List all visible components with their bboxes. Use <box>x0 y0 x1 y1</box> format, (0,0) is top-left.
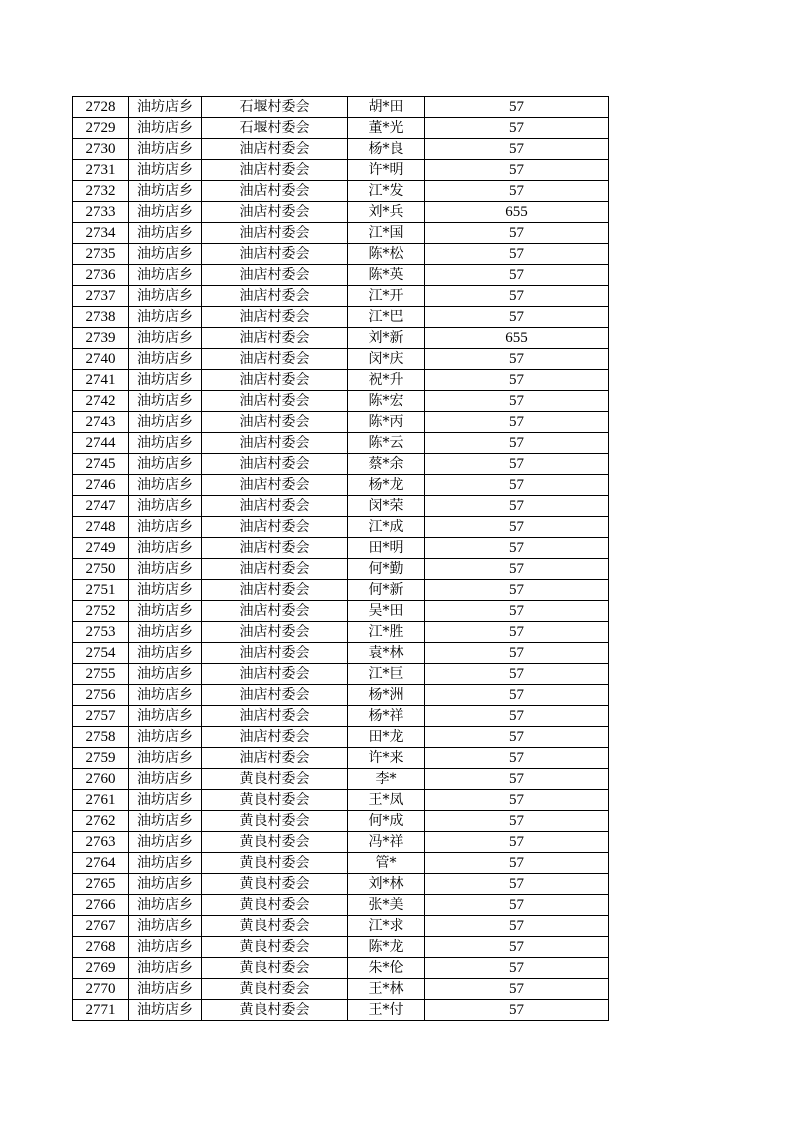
cell-township: 油坊店乡 <box>129 475 202 496</box>
cell-serial-number: 2739 <box>73 328 129 349</box>
cell-person-name: 江*成 <box>348 517 425 538</box>
cell-person-name: 祝*升 <box>348 370 425 391</box>
cell-village-committee: 黄良村委会 <box>202 811 348 832</box>
cell-person-name: 刘*林 <box>348 874 425 895</box>
cell-serial-number: 2728 <box>73 97 129 118</box>
table-row <box>73 580 609 601</box>
cell-village-committee: 油店村委会 <box>202 622 348 643</box>
cell-amount: 57 <box>425 181 609 202</box>
cell-amount: 57 <box>425 244 609 265</box>
cell-village-committee: 油店村委会 <box>202 307 348 328</box>
cell-person-name: 江*巴 <box>348 307 425 328</box>
cell-township: 油坊店乡 <box>129 328 202 349</box>
cell-amount: 57 <box>425 307 609 328</box>
cell-person-name: 陈*龙 <box>348 937 425 958</box>
cell-village-committee: 油店村委会 <box>202 454 348 475</box>
cell-person-name: 江*求 <box>348 916 425 937</box>
cell-person-name: 王*凤 <box>348 790 425 811</box>
cell-serial-number: 2753 <box>73 622 129 643</box>
cell-amount: 57 <box>425 916 609 937</box>
cell-serial-number: 2730 <box>73 139 129 160</box>
cell-serial-number: 2743 <box>73 412 129 433</box>
cell-serial-number: 2760 <box>73 769 129 790</box>
cell-person-name: 闵*庆 <box>348 349 425 370</box>
cell-township: 油坊店乡 <box>129 643 202 664</box>
cell-amount: 57 <box>425 223 609 244</box>
cell-person-name: 杨*龙 <box>348 475 425 496</box>
cell-village-committee: 黄良村委会 <box>202 769 348 790</box>
cell-person-name: 管* <box>348 853 425 874</box>
cell-township: 油坊店乡 <box>129 748 202 769</box>
cell-village-committee: 油店村委会 <box>202 433 348 454</box>
cell-amount: 57 <box>425 160 609 181</box>
cell-amount: 57 <box>425 958 609 979</box>
cell-person-name: 江*国 <box>348 223 425 244</box>
cell-serial-number: 2756 <box>73 685 129 706</box>
table-row <box>73 895 609 916</box>
cell-serial-number: 2754 <box>73 643 129 664</box>
cell-serial-number: 2735 <box>73 244 129 265</box>
table-row <box>73 328 609 349</box>
cell-amount: 57 <box>425 874 609 895</box>
cell-serial-number: 2759 <box>73 748 129 769</box>
cell-township: 油坊店乡 <box>129 118 202 139</box>
table-row <box>73 937 609 958</box>
cell-township: 油坊店乡 <box>129 160 202 181</box>
cell-amount: 655 <box>425 328 609 349</box>
cell-amount: 57 <box>425 349 609 370</box>
cell-serial-number: 2755 <box>73 664 129 685</box>
cell-person-name: 陈*松 <box>348 244 425 265</box>
table-row <box>73 202 609 223</box>
table-row <box>73 643 609 664</box>
table-row <box>73 412 609 433</box>
table-row <box>73 307 609 328</box>
cell-amount: 57 <box>425 622 609 643</box>
cell-amount: 57 <box>425 643 609 664</box>
cell-village-committee: 油店村委会 <box>202 496 348 517</box>
cell-township: 油坊店乡 <box>129 517 202 538</box>
cell-serial-number: 2767 <box>73 916 129 937</box>
cell-village-committee: 油店村委会 <box>202 286 348 307</box>
table-row <box>73 811 609 832</box>
cell-amount: 57 <box>425 748 609 769</box>
cell-amount: 57 <box>425 811 609 832</box>
table-row <box>73 391 609 412</box>
cell-village-committee: 石堰村委会 <box>202 97 348 118</box>
cell-amount: 57 <box>425 895 609 916</box>
cell-amount: 57 <box>425 433 609 454</box>
cell-village-committee: 黄良村委会 <box>202 979 348 1000</box>
cell-amount: 57 <box>425 1000 609 1021</box>
cell-amount: 57 <box>425 286 609 307</box>
cell-township: 油坊店乡 <box>129 454 202 475</box>
cell-serial-number: 2758 <box>73 727 129 748</box>
table-row <box>73 1000 609 1021</box>
cell-person-name: 杨*祥 <box>348 706 425 727</box>
cell-village-committee: 黄良村委会 <box>202 958 348 979</box>
cell-township: 油坊店乡 <box>129 538 202 559</box>
cell-serial-number: 2747 <box>73 496 129 517</box>
cell-serial-number: 2745 <box>73 454 129 475</box>
cell-person-name: 陈*丙 <box>348 412 425 433</box>
table-row <box>73 265 609 286</box>
table-row <box>73 832 609 853</box>
cell-township: 油坊店乡 <box>129 307 202 328</box>
cell-amount: 57 <box>425 727 609 748</box>
cell-village-committee: 油店村委会 <box>202 265 348 286</box>
cell-township: 油坊店乡 <box>129 727 202 748</box>
cell-township: 油坊店乡 <box>129 937 202 958</box>
cell-serial-number: 2740 <box>73 349 129 370</box>
cell-person-name: 李* <box>348 769 425 790</box>
cell-township: 油坊店乡 <box>129 496 202 517</box>
cell-township: 油坊店乡 <box>129 685 202 706</box>
cell-serial-number: 2737 <box>73 286 129 307</box>
table-row <box>73 622 609 643</box>
table-row <box>73 706 609 727</box>
cell-township: 油坊店乡 <box>129 202 202 223</box>
cell-serial-number: 2762 <box>73 811 129 832</box>
table-row <box>73 769 609 790</box>
cell-person-name: 王*付 <box>348 1000 425 1021</box>
table-row <box>73 118 609 139</box>
cell-person-name: 刘*兵 <box>348 202 425 223</box>
cell-village-committee: 油店村委会 <box>202 349 348 370</box>
cell-serial-number: 2764 <box>73 853 129 874</box>
cell-village-committee: 黄良村委会 <box>202 874 348 895</box>
table-row <box>73 454 609 475</box>
cell-village-committee: 油店村委会 <box>202 223 348 244</box>
cell-village-committee: 黄良村委会 <box>202 1000 348 1021</box>
cell-township: 油坊店乡 <box>129 181 202 202</box>
cell-amount: 57 <box>425 832 609 853</box>
table-row <box>73 160 609 181</box>
cell-amount: 57 <box>425 118 609 139</box>
cell-amount: 57 <box>425 706 609 727</box>
cell-township: 油坊店乡 <box>129 979 202 1000</box>
cell-person-name: 江*开 <box>348 286 425 307</box>
cell-serial-number: 2770 <box>73 979 129 1000</box>
cell-serial-number: 2761 <box>73 790 129 811</box>
cell-village-committee: 油店村委会 <box>202 202 348 223</box>
cell-township: 油坊店乡 <box>129 391 202 412</box>
cell-village-committee: 油店村委会 <box>202 601 348 622</box>
cell-serial-number: 2768 <box>73 937 129 958</box>
table-row <box>73 601 609 622</box>
cell-amount: 57 <box>425 475 609 496</box>
cell-amount: 655 <box>425 202 609 223</box>
cell-amount: 57 <box>425 601 609 622</box>
cell-person-name: 蔡*余 <box>348 454 425 475</box>
cell-person-name: 王*林 <box>348 979 425 1000</box>
cell-township: 油坊店乡 <box>129 286 202 307</box>
cell-village-committee: 油店村委会 <box>202 580 348 601</box>
table-row <box>73 916 609 937</box>
cell-township: 油坊店乡 <box>129 139 202 160</box>
cell-amount: 57 <box>425 664 609 685</box>
table-row <box>73 790 609 811</box>
table-row <box>73 139 609 160</box>
cell-amount: 57 <box>425 391 609 412</box>
cell-amount: 57 <box>425 454 609 475</box>
table-row <box>73 97 609 118</box>
cell-amount: 57 <box>425 139 609 160</box>
cell-township: 油坊店乡 <box>129 853 202 874</box>
cell-person-name: 何*勤 <box>348 559 425 580</box>
cell-serial-number: 2765 <box>73 874 129 895</box>
cell-person-name: 张*美 <box>348 895 425 916</box>
cell-serial-number: 2769 <box>73 958 129 979</box>
cell-person-name: 吴*田 <box>348 601 425 622</box>
cell-amount: 57 <box>425 517 609 538</box>
cell-township: 油坊店乡 <box>129 349 202 370</box>
cell-person-name: 田*龙 <box>348 727 425 748</box>
cell-serial-number: 2733 <box>73 202 129 223</box>
cell-amount: 57 <box>425 97 609 118</box>
table-row <box>73 349 609 370</box>
cell-township: 油坊店乡 <box>129 223 202 244</box>
cell-township: 油坊店乡 <box>129 916 202 937</box>
cell-serial-number: 2738 <box>73 307 129 328</box>
cell-serial-number: 2748 <box>73 517 129 538</box>
cell-serial-number: 2749 <box>73 538 129 559</box>
cell-amount: 57 <box>425 685 609 706</box>
cell-serial-number: 2763 <box>73 832 129 853</box>
cell-village-committee: 油店村委会 <box>202 328 348 349</box>
cell-serial-number: 2736 <box>73 265 129 286</box>
cell-person-name: 江*发 <box>348 181 425 202</box>
cell-amount: 57 <box>425 979 609 1000</box>
cell-serial-number: 2751 <box>73 580 129 601</box>
cell-village-committee: 油店村委会 <box>202 370 348 391</box>
cell-serial-number: 2746 <box>73 475 129 496</box>
table-row <box>73 286 609 307</box>
cell-village-committee: 黄良村委会 <box>202 916 348 937</box>
cell-person-name: 何*新 <box>348 580 425 601</box>
table-row <box>73 874 609 895</box>
cell-village-committee: 黄良村委会 <box>202 937 348 958</box>
cell-township: 油坊店乡 <box>129 622 202 643</box>
cell-township: 油坊店乡 <box>129 244 202 265</box>
table-row <box>73 685 609 706</box>
table-row <box>73 727 609 748</box>
cell-township: 油坊店乡 <box>129 433 202 454</box>
cell-serial-number: 2741 <box>73 370 129 391</box>
cell-person-name: 何*成 <box>348 811 425 832</box>
cell-village-committee: 油店村委会 <box>202 706 348 727</box>
cell-person-name: 田*明 <box>348 538 425 559</box>
cell-township: 油坊店乡 <box>129 601 202 622</box>
cell-township: 油坊店乡 <box>129 706 202 727</box>
cell-village-committee: 油店村委会 <box>202 517 348 538</box>
cell-township: 油坊店乡 <box>129 265 202 286</box>
cell-village-committee: 油店村委会 <box>202 643 348 664</box>
cell-village-committee: 油店村委会 <box>202 559 348 580</box>
table-row <box>73 475 609 496</box>
cell-serial-number: 2744 <box>73 433 129 454</box>
cell-amount: 57 <box>425 265 609 286</box>
table-row <box>73 496 609 517</box>
table-row <box>73 538 609 559</box>
cell-person-name: 胡*田 <box>348 97 425 118</box>
data-table <box>72 96 609 1021</box>
cell-township: 油坊店乡 <box>129 370 202 391</box>
cell-township: 油坊店乡 <box>129 769 202 790</box>
cell-village-committee: 油店村委会 <box>202 748 348 769</box>
cell-village-committee: 油店村委会 <box>202 412 348 433</box>
cell-amount: 57 <box>425 853 609 874</box>
cell-village-committee: 黄良村委会 <box>202 790 348 811</box>
table-row <box>73 433 609 454</box>
cell-person-name: 冯*祥 <box>348 832 425 853</box>
cell-village-committee: 油店村委会 <box>202 160 348 181</box>
cell-person-name: 杨*洲 <box>348 685 425 706</box>
cell-township: 油坊店乡 <box>129 559 202 580</box>
cell-village-committee: 黄良村委会 <box>202 853 348 874</box>
cell-serial-number: 2729 <box>73 118 129 139</box>
cell-township: 油坊店乡 <box>129 874 202 895</box>
table-row <box>73 223 609 244</box>
cell-township: 油坊店乡 <box>129 664 202 685</box>
cell-village-committee: 黄良村委会 <box>202 895 348 916</box>
table-row <box>73 517 609 538</box>
table-body <box>73 97 609 1021</box>
cell-amount: 57 <box>425 937 609 958</box>
cell-person-name: 闵*荣 <box>348 496 425 517</box>
table-row <box>73 370 609 391</box>
cell-amount: 57 <box>425 769 609 790</box>
cell-township: 油坊店乡 <box>129 1000 202 1021</box>
cell-serial-number: 2734 <box>73 223 129 244</box>
cell-township: 油坊店乡 <box>129 790 202 811</box>
cell-township: 油坊店乡 <box>129 958 202 979</box>
cell-person-name: 朱*伦 <box>348 958 425 979</box>
cell-serial-number: 2731 <box>73 160 129 181</box>
cell-township: 油坊店乡 <box>129 895 202 916</box>
cell-person-name: 陈*英 <box>348 265 425 286</box>
cell-amount: 57 <box>425 580 609 601</box>
table-row <box>73 979 609 1000</box>
cell-amount: 57 <box>425 538 609 559</box>
table-row <box>73 853 609 874</box>
cell-person-name: 江*巨 <box>348 664 425 685</box>
cell-village-committee: 石堰村委会 <box>202 118 348 139</box>
cell-person-name: 许*来 <box>348 748 425 769</box>
cell-serial-number: 2732 <box>73 181 129 202</box>
cell-serial-number: 2766 <box>73 895 129 916</box>
table-row <box>73 748 609 769</box>
cell-person-name: 刘*新 <box>348 328 425 349</box>
cell-township: 油坊店乡 <box>129 580 202 601</box>
cell-township: 油坊店乡 <box>129 97 202 118</box>
cell-person-name: 杨*良 <box>348 139 425 160</box>
cell-serial-number: 2742 <box>73 391 129 412</box>
cell-village-committee: 油店村委会 <box>202 244 348 265</box>
cell-amount: 57 <box>425 496 609 517</box>
cell-village-committee: 油店村委会 <box>202 139 348 160</box>
table-row <box>73 181 609 202</box>
cell-person-name: 袁*林 <box>348 643 425 664</box>
cell-person-name: 董*光 <box>348 118 425 139</box>
cell-village-committee: 油店村委会 <box>202 475 348 496</box>
cell-person-name: 江*胜 <box>348 622 425 643</box>
cell-township: 油坊店乡 <box>129 832 202 853</box>
cell-village-committee: 油店村委会 <box>202 685 348 706</box>
cell-amount: 57 <box>425 559 609 580</box>
cell-serial-number: 2771 <box>73 1000 129 1021</box>
cell-village-committee: 黄良村委会 <box>202 832 348 853</box>
cell-person-name: 陈*宏 <box>348 391 425 412</box>
cell-amount: 57 <box>425 370 609 391</box>
cell-person-name: 许*明 <box>348 160 425 181</box>
table-row <box>73 664 609 685</box>
cell-village-committee: 油店村委会 <box>202 727 348 748</box>
table-row <box>73 958 609 979</box>
cell-serial-number: 2752 <box>73 601 129 622</box>
cell-village-committee: 油店村委会 <box>202 181 348 202</box>
cell-serial-number: 2757 <box>73 706 129 727</box>
cell-village-committee: 油店村委会 <box>202 538 348 559</box>
cell-township: 油坊店乡 <box>129 811 202 832</box>
cell-amount: 57 <box>425 412 609 433</box>
cell-amount: 57 <box>425 790 609 811</box>
cell-village-committee: 油店村委会 <box>202 391 348 412</box>
cell-township: 油坊店乡 <box>129 412 202 433</box>
cell-person-name: 陈*云 <box>348 433 425 454</box>
table-row <box>73 559 609 580</box>
table-row <box>73 244 609 265</box>
cell-village-committee: 油店村委会 <box>202 664 348 685</box>
cell-serial-number: 2750 <box>73 559 129 580</box>
